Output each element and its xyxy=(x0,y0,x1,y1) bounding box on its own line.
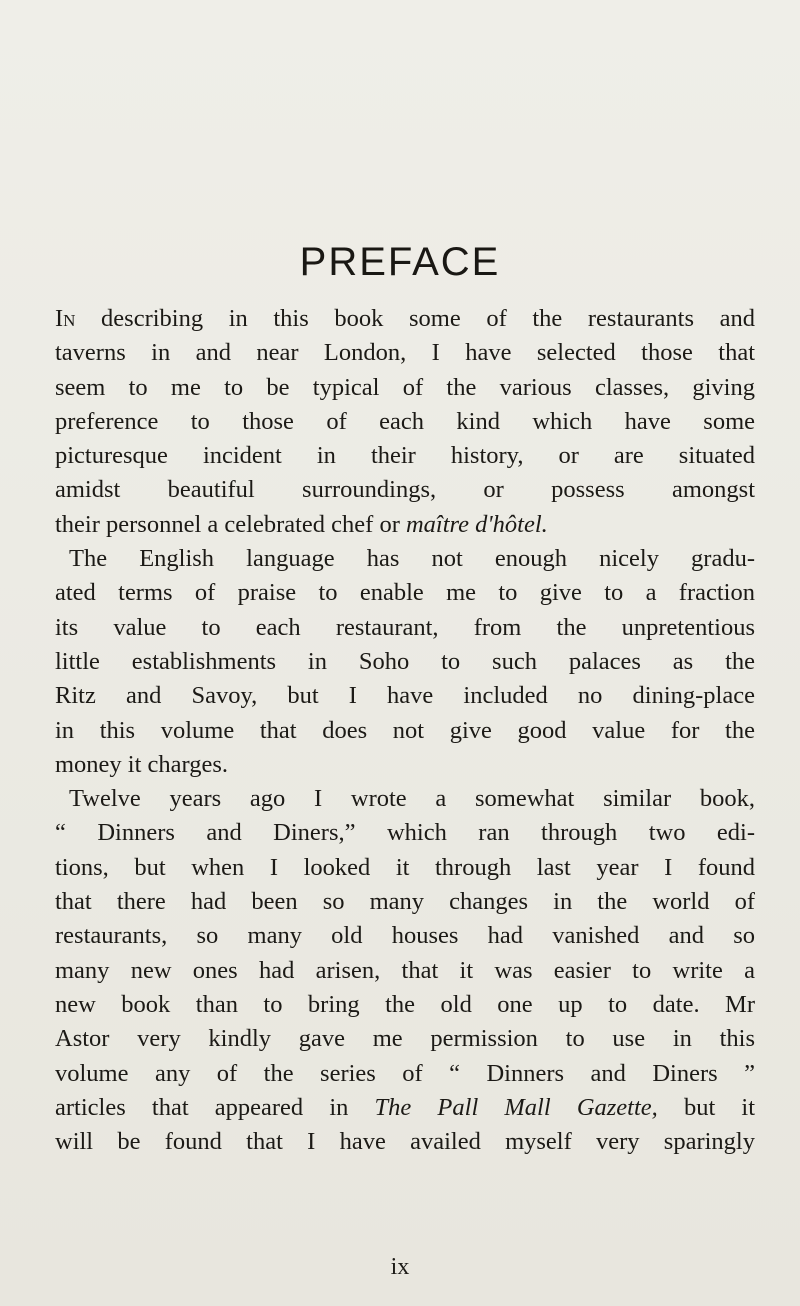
text-line xyxy=(55,508,755,542)
page-title: PREFACE xyxy=(299,240,501,284)
italic-title: The Pall Mall Gazette, xyxy=(374,1093,658,1121)
small-caps-opening: In xyxy=(55,305,76,332)
text-line: “ Dinners and Diners,” which ran through two edi- xyxy=(55,819,755,847)
line-text: but it xyxy=(657,1093,755,1121)
text-line: will be found that I have availed myself very sparingly xyxy=(55,1128,755,1156)
text-line: many new ones had arisen, that it was easier to write a xyxy=(55,956,755,984)
text-line xyxy=(55,1091,755,1125)
page-number: ix xyxy=(390,1254,410,1280)
text-line: seem to me to be typical of the various classes, giving xyxy=(55,373,755,401)
italic-phrase: maître d'hôtel. xyxy=(405,510,548,538)
text-line: money it charges. xyxy=(55,750,229,778)
text-line: preference to those of each kind which have some xyxy=(55,407,755,435)
text-line: little establishments in Soho to such palaces as the xyxy=(55,647,755,675)
text-line: restaurants, so many old houses had vanished and so xyxy=(55,922,755,950)
text-line xyxy=(55,302,755,336)
preface-body xyxy=(55,302,755,1159)
text-line: taverns in and near London, I have selected those that xyxy=(55,339,755,367)
text-line: in this volume that does not give good value for the xyxy=(55,716,755,744)
line-text: their personnel a celebrated chef or xyxy=(55,510,406,538)
text-line: Ritz and Savoy, but I have included no dining-place xyxy=(55,682,755,710)
text-line: tions, but when I looked it through last year I found xyxy=(55,853,755,881)
text-line: picturesque incident in their history, or are situated xyxy=(55,442,755,470)
text-line: ated terms of praise to enable me to give to a fraction xyxy=(55,579,755,607)
text-line: Twelve years ago I wrote a somewhat similar book, xyxy=(69,785,755,813)
text-line: amidst beautiful surroundings, or possess amongst xyxy=(55,476,755,504)
line-text: describing in this book some of the restaurants and xyxy=(75,305,755,332)
text-line: The English language has not enough nicely gradu- xyxy=(69,545,755,573)
text-line: volume any of the series of “ Dinners and Diners ” xyxy=(55,1059,755,1087)
text-line: Astor very kindly gave me permission to use in this xyxy=(55,1025,755,1053)
text-line: its value to each restaurant, from the unpretentious xyxy=(55,613,755,641)
text-line: new book than to bring the old one up to date. Mr xyxy=(55,990,755,1018)
text-line: that there had been so many changes in the world of xyxy=(55,888,755,916)
line-text: articles that appeared in xyxy=(55,1093,375,1121)
